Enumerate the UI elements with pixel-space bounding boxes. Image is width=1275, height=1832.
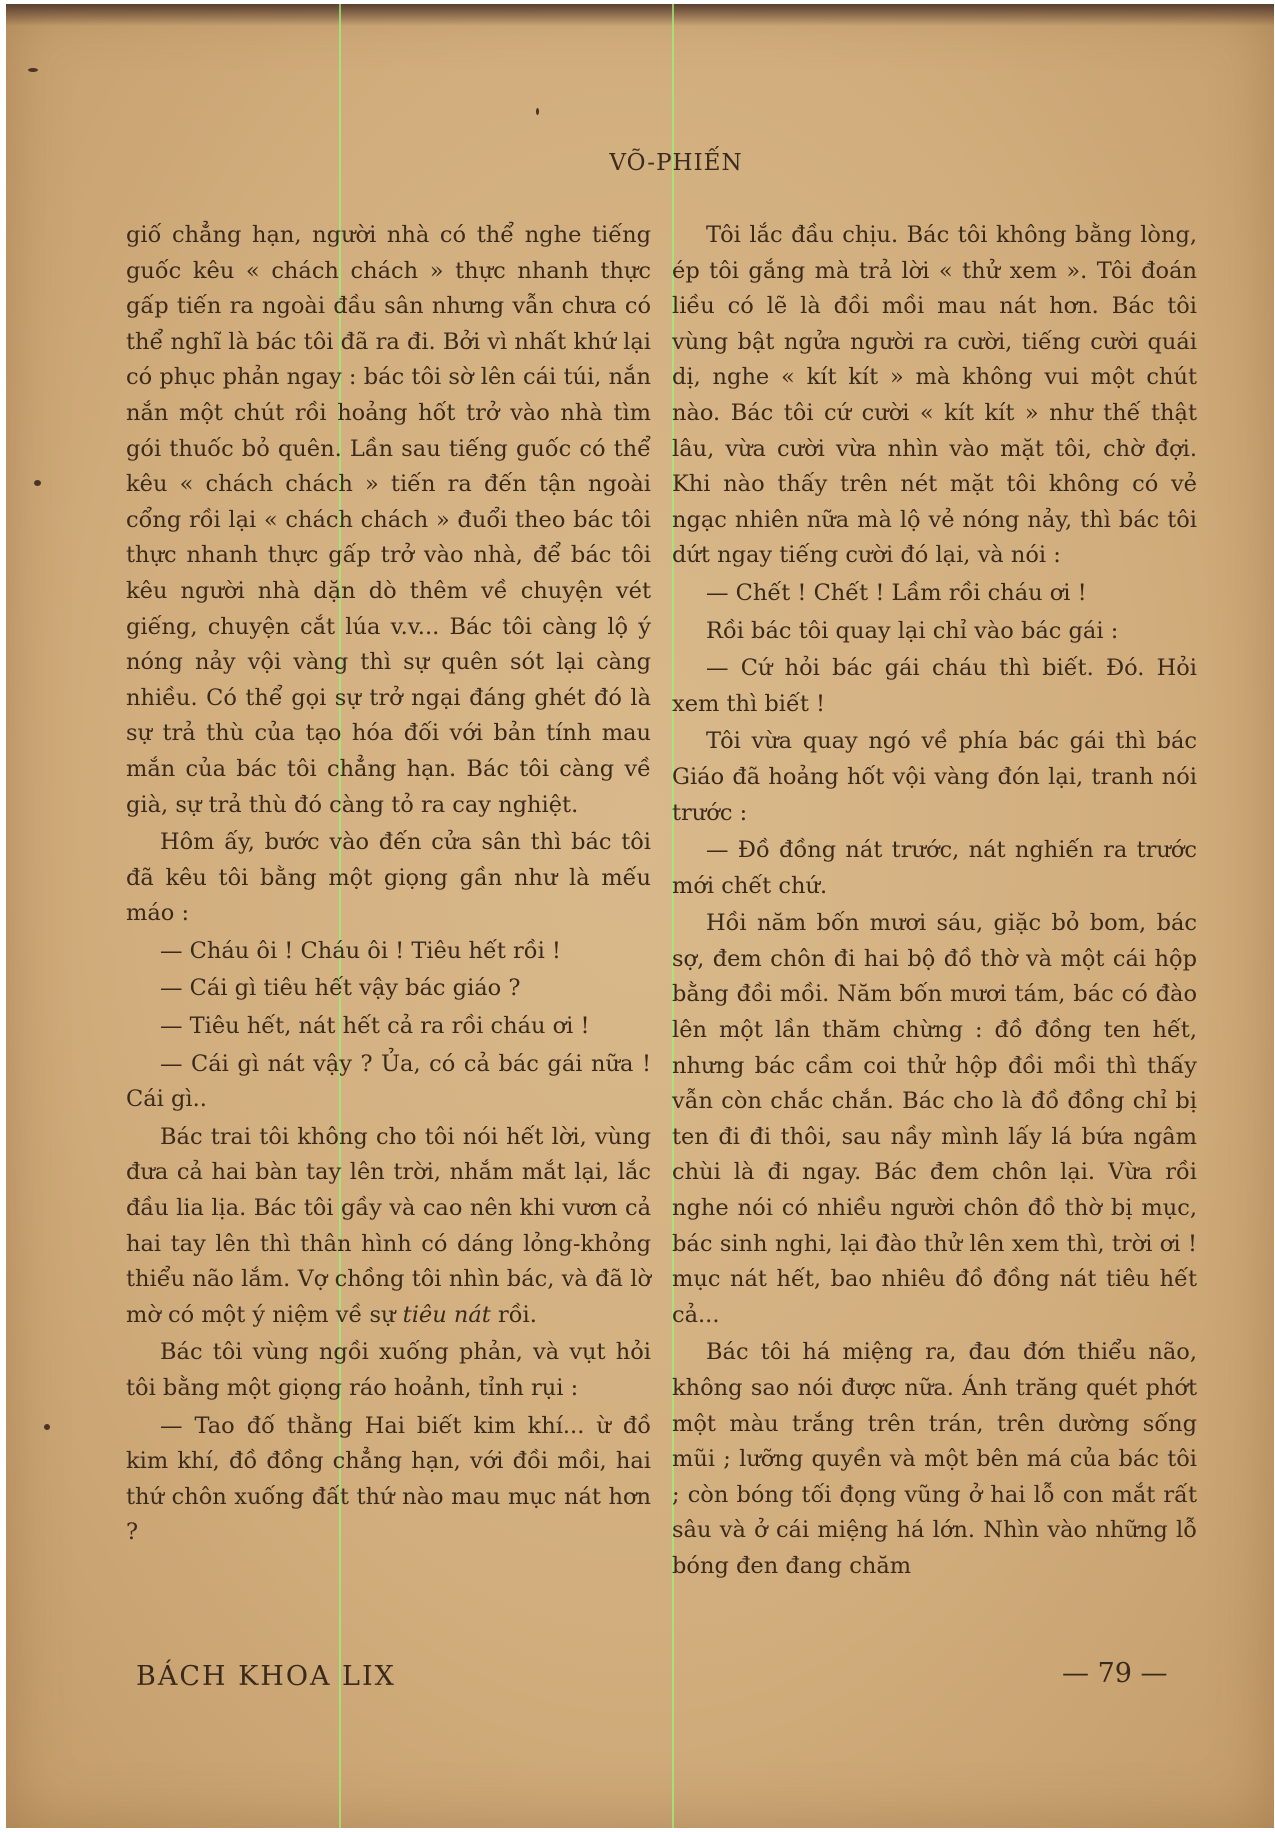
paragraph (672, 651, 1197, 722)
paragraph (672, 218, 1197, 574)
paragraph (126, 1120, 651, 1334)
book-page (6, 4, 1274, 1828)
paragraph (126, 218, 651, 823)
paragraph-text: — Cái gì nát vậy ? Ủa, có cả bác gái nữa ! Cái gì.. (126, 1050, 651, 1113)
paragraph-text: — Cháu ôi ! Cháu ôi ! Tiêu hết rồi ! (160, 937, 561, 964)
paragraph (672, 833, 1197, 904)
scan-speck (44, 1424, 50, 1430)
paragraph-text: — Tiêu hết, nát hết cả ra rồi cháu ơi ! (160, 1013, 590, 1040)
paragraph-text: Bác tôi há miệng ra, đau đớn thiểu não, không sao nói được nữa. Ánh trăng quét phớt một màu trắng trên trán, trên dường sống mũi ; lưỡng quyền và một bên má của bác tôi ; còn bóng tối đọng vũng ở hai lỗ con mắt rất sâu và ở cái miệng há lớn. Nhìn vào những lỗ bóng đen đang chăm (672, 1339, 1197, 1579)
paragraph (126, 971, 651, 1007)
paragraph (126, 1335, 651, 1406)
paragraph (672, 1335, 1197, 1584)
paragraph-text: — Cứ hỏi bác gái cháu thì biết. Đó. Hỏi xem thì biết ! (672, 655, 1197, 717)
scan-speck (34, 480, 41, 486)
paragraph-text: Hồi năm bốn mươi sáu, giặc bỏ bom, bác sợ, đem chôn đi hai bộ đồ thờ và một cái hộp bằng đồi mồi. Năm bốn mươi tám, bác có đào lên một lần thăm chừng : đồ đồng ten hết, nhưng bác cầm coi thử hộp đồi mồi thì thấy vẫn còn chắc chắn. Bác cho là đồ đồng chỉ bị ten đi đi thôi, sau nầy mình lấy lá bứa ngâm chùi là đi ngay. Bác đem chôn lại. Vừa rồi nghe nói có nhiều người chôn đồ thờ bị mục, bác sinh nghi, lại đào thử lên xem thì, trời ơi ! mục nát hết, bao nhiêu đồ đồng nát tiêu hết cả... (672, 910, 1197, 1328)
paragraph-text: Rồi bác tôi quay lại chỉ vào bác gái : (706, 617, 1119, 644)
running-header: VÕ-PHIẾN (609, 150, 743, 176)
paragraph (126, 1047, 651, 1118)
paragraph-text: — Tao đố thằng Hai biết kim khí... ừ đồ kim khí, đồ đồng chẳng hạn, với đồi mồi, hai thứ chôn xuống đất thứ nào mau mục nát hơn ? (126, 1412, 651, 1546)
italic-phrase: tiêu nát (402, 1301, 491, 1328)
magazine-footer: BÁCH KHOA LIX (136, 1661, 396, 1692)
paragraph-text: Bác trai tôi không cho tôi nói hết lời, vùng đưa cả hai bàn tay lên trời, nhắm mắt lại, lắc đầu lia lịa. Bác tôi gầy và cao nên khi vươn cả hai tay lên thì thân hình có dáng lỏng-khỏng thiểu não lắm. Vợ chồng tôi nhìn bác, và đã lờ mờ có một ý niệm về sự (126, 1123, 651, 1328)
scan-speck (536, 108, 539, 115)
paragraph (672, 724, 1197, 831)
paragraph (672, 576, 1197, 612)
paragraph (672, 906, 1197, 1333)
paragraph-text: Hôm ấy, bước vào đến cửa sân thì bác tôi đã kêu tôi bằng một giọng gần như là mếu máo : (126, 829, 651, 927)
paragraph (126, 934, 651, 970)
paragraph-text: Tôi vừa quay ngó về phía bác gái thì bác Giáo đã hoảng hốt vội vàng đón lại, tranh nói trước : (672, 728, 1197, 826)
paragraph-text: giố chẳng hạn, người nhà có thể nghe tiếng guốc kêu « chách chách » thực nhanh thực gấp tiến ra ngoài đầu sân nhưng vẫn chưa có thể nghĩ là bác tôi đã ra đi. Bởi vì nhất khứ lại có phục phản ngay : bác tôi sờ lên cái túi, nắn nắn một chút rồi hoảng hốt trở vào nhà tìm gói thuốc bỏ quên. Lần sau tiếng guốc có thể kêu « chách chách » tiến ra đến tận ngoài cổng rồi lại « chách chách » đuổi theo bác tôi thực nhanh thực gấp trở vào nhà, để bác tôi kêu người nhà dặn dò thêm về chuyện vét giếng, chuyện cắt lúa v.v... Bác tôi càng lộ ý nóng nảy vội vàng thì sự quên sót lại càng nhiều. Có thể gọi sự trở ngại đáng ghét đó là sự trả thù của tạo hóa đối với bản tính mau mắn của bác tôi chẳng hạn. Bác tôi càng về già, sự trả thù đó càng tỏ ra cay nghiệt. (126, 222, 651, 818)
page-number: — 79 — (1062, 1658, 1168, 1689)
paragraph-tail: rồi. (490, 1301, 537, 1328)
right-column (672, 218, 1197, 1585)
paragraph-text: Tôi lắc đầu chịu. Bác tôi không bằng lòng, ép tôi gắng mà trả lời « thử xem ». Tôi đoán liều có lẽ là đồi mồi mau nát hơn. Bác tôi vùng bật ngửa người ra cười, tiếng cười quái dị, nghe « kít kít » mà không vui một chút nào. Bác tôi cứ cười « kít kít » như thế thật lâu, vừa cười vừa nhìn vào mặt tôi, chờ đợi. Khi nào thấy trên nét mặt tôi không có vẻ ngạc nhiên nữa mà lộ vẻ nóng nảy, thì bác tôi dứt ngay tiếng cười đó lại, và nói : (672, 222, 1197, 569)
paragraph (126, 1409, 651, 1551)
paragraph-text: — Cái gì tiêu hết vậy bác giáo ? (160, 975, 521, 1002)
paragraph (126, 825, 651, 932)
paragraph-text: — Đồ đồng nát trước, nát nghiến ra trước mới chết chứ. (672, 837, 1197, 899)
paragraph-text: Bác tôi vùng ngồi xuống phản, và vụt hỏi tôi bằng một giọng ráo hoảnh, tỉnh rụi : (126, 1339, 651, 1401)
paragraph (126, 1009, 651, 1045)
paragraph-text: — Chết ! Chết ! Lầm rồi cháu ơi ! (706, 579, 1087, 606)
scan-speck (28, 68, 38, 72)
left-column (126, 218, 651, 1551)
paragraph (672, 614, 1197, 650)
